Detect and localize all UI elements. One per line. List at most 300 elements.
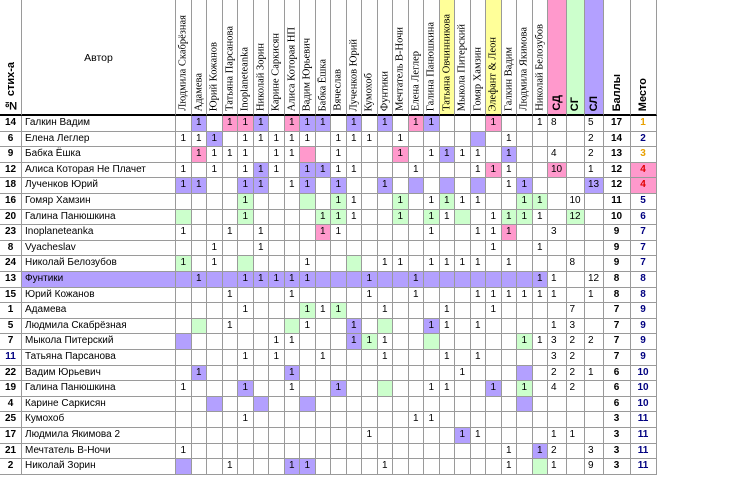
row-sg: 10	[567, 194, 586, 210]
row-sl	[585, 241, 604, 257]
vote-cell	[362, 381, 378, 397]
vote-cell: 1	[316, 116, 332, 132]
vote-cell	[347, 381, 363, 397]
vote-cell	[517, 444, 533, 460]
vote-cell: 1	[362, 288, 378, 304]
vote-cell: 1	[331, 163, 347, 179]
vote-cell: 1	[362, 334, 378, 350]
row-author: Мыкола Питерский	[22, 334, 176, 350]
vote-cell	[331, 256, 347, 272]
vote-cell	[471, 334, 487, 350]
vote-cell: 1	[502, 444, 518, 460]
vote-cell	[502, 334, 518, 350]
vote-cell: 1	[316, 350, 332, 366]
vote-cell: 1	[533, 444, 549, 460]
vote-cell: 1	[331, 132, 347, 148]
vote-cell: 1	[176, 163, 192, 179]
vote-cell	[393, 272, 409, 288]
vote-cell	[517, 272, 533, 288]
vote-cell	[378, 288, 394, 304]
vote-cell: 1	[424, 412, 440, 428]
vote-cell	[285, 428, 301, 444]
header-voter-label: Николай Зорин	[255, 42, 267, 111]
vote-cell	[300, 334, 316, 350]
vote-cell	[393, 381, 409, 397]
vote-cell	[440, 116, 456, 132]
row-sd	[548, 256, 567, 272]
vote-cell: 1	[223, 147, 239, 163]
vote-cell: 1	[285, 459, 301, 475]
vote-cell	[486, 256, 502, 272]
vote-cell	[424, 428, 440, 444]
vote-cell	[533, 303, 549, 319]
row-place: 11	[631, 444, 657, 460]
vote-cell	[378, 225, 394, 241]
vote-cell	[347, 147, 363, 163]
vote-cell	[347, 303, 363, 319]
vote-cell	[471, 444, 487, 460]
row-num: 24	[0, 256, 22, 272]
vote-cell	[362, 178, 378, 194]
vote-cell: 1	[331, 147, 347, 163]
vote-cell	[331, 366, 347, 382]
vote-cell: 1	[471, 225, 487, 241]
row-sg: 2	[567, 334, 586, 350]
vote-cell	[207, 178, 223, 194]
row-place: 8	[631, 272, 657, 288]
vote-cell: 1	[192, 147, 208, 163]
vote-cell: 1	[331, 178, 347, 194]
vote-cell	[533, 147, 549, 163]
vote-cell	[440, 428, 456, 444]
header-voter-label: Галина Панюшкина	[425, 21, 437, 111]
row-num: 7	[0, 334, 22, 350]
vote-cell: 1	[486, 116, 502, 132]
vote-cell: 1	[502, 459, 518, 475]
header-voter-label: Карине Саркисян	[270, 32, 282, 111]
vote-cell	[486, 132, 502, 148]
row-place: 3	[631, 147, 657, 163]
vote-cell: 1	[176, 225, 192, 241]
row-author: Юрий Кожанов	[22, 288, 176, 304]
vote-cell	[424, 334, 440, 350]
vote-cell: 1	[486, 241, 502, 257]
vote-cell	[254, 381, 270, 397]
vote-cell	[517, 303, 533, 319]
vote-cell: 1	[486, 303, 502, 319]
vote-cell: 1	[455, 366, 471, 382]
vote-cell	[533, 412, 549, 428]
vote-cell	[517, 319, 533, 335]
vote-cell: 1	[176, 132, 192, 148]
row-sd: 1	[548, 459, 567, 475]
row-author: Бабка Ёшка	[22, 147, 176, 163]
vote-cell	[517, 225, 533, 241]
row-num: 19	[0, 381, 22, 397]
vote-cell	[254, 288, 270, 304]
vote-cell	[502, 241, 518, 257]
vote-cell	[393, 412, 409, 428]
row-place: 7	[631, 256, 657, 272]
vote-cell	[316, 178, 332, 194]
vote-cell	[207, 272, 223, 288]
vote-cell	[455, 459, 471, 475]
row-sg	[567, 132, 586, 148]
vote-cell	[409, 397, 425, 413]
vote-cell: 1	[316, 163, 332, 179]
vote-cell	[533, 256, 549, 272]
vote-cell	[347, 350, 363, 366]
vote-cell	[238, 366, 254, 382]
row-sl: 9	[585, 459, 604, 475]
vote-cell	[223, 334, 239, 350]
vote-cell	[471, 412, 487, 428]
header-voter-label: Николай Белозубов	[534, 24, 546, 111]
vote-cell	[502, 303, 518, 319]
vote-cell	[223, 412, 239, 428]
vote-cell	[347, 288, 363, 304]
vote-cell	[331, 334, 347, 350]
vote-cell	[409, 147, 425, 163]
row-sg: 2	[567, 366, 586, 382]
vote-cell	[316, 459, 332, 475]
vote-cell	[223, 194, 239, 210]
vote-cell: 1	[517, 210, 533, 226]
header-author	[22, 0, 176, 116]
vote-cell: 1	[331, 210, 347, 226]
vote-cell: 1	[393, 147, 409, 163]
row-author: Галкин Вадим	[22, 116, 176, 132]
row-score: 3	[604, 459, 631, 475]
vote-cell: 1	[378, 256, 394, 272]
vote-cell	[362, 163, 378, 179]
row-sg: 8	[567, 256, 586, 272]
header-voter	[409, 0, 425, 116]
vote-cell	[455, 350, 471, 366]
row-sd: 1	[548, 272, 567, 288]
vote-cell: 1	[331, 303, 347, 319]
vote-cell	[316, 194, 332, 210]
vote-cell	[316, 147, 332, 163]
vote-cell	[486, 194, 502, 210]
row-sg	[567, 412, 586, 428]
vote-cell: 1	[486, 210, 502, 226]
vote-cell: 1	[223, 225, 239, 241]
vote-cell	[517, 350, 533, 366]
vote-cell: 1	[409, 288, 425, 304]
vote-cell: 1	[362, 132, 378, 148]
row-author: Вадим Юрьевич	[22, 366, 176, 382]
row-author: Inoplaneteanka	[22, 225, 176, 241]
vote-cell: 1	[440, 147, 456, 163]
row-score: 17	[604, 116, 631, 132]
vote-cell	[269, 303, 285, 319]
vote-cell	[362, 412, 378, 428]
vote-cell: 1	[254, 178, 270, 194]
row-sd	[548, 210, 567, 226]
header-num	[0, 0, 22, 116]
vote-cell	[455, 334, 471, 350]
vote-cell: 1	[455, 428, 471, 444]
row-num: 21	[0, 444, 22, 460]
vote-cell: 1	[192, 178, 208, 194]
vote-cell	[455, 303, 471, 319]
row-author: Татьяна Парсанова	[22, 350, 176, 366]
vote-cell	[378, 272, 394, 288]
vote-cell	[192, 241, 208, 257]
vote-cell	[176, 288, 192, 304]
vote-cell	[471, 241, 487, 257]
vote-cell: 1	[192, 132, 208, 148]
vote-cell: 1	[533, 210, 549, 226]
vote-cell: 1	[285, 147, 301, 163]
header-voter-label: Вадим Юрьевич	[301, 37, 313, 111]
vote-cell: 1	[486, 381, 502, 397]
vote-cell	[471, 303, 487, 319]
row-sl	[585, 256, 604, 272]
vote-cell	[533, 366, 549, 382]
vote-cell: 1	[502, 147, 518, 163]
vote-cell	[378, 444, 394, 460]
vote-cell	[424, 178, 440, 194]
vote-cell	[238, 225, 254, 241]
vote-cell: 1	[440, 256, 456, 272]
header-voter	[269, 0, 285, 116]
vote-cell: 1	[502, 225, 518, 241]
header-voter-label: Алиса Которая НП	[286, 26, 298, 111]
row-author: Карине Саркисян	[22, 397, 176, 413]
vote-cell	[331, 241, 347, 257]
row-place: 9	[631, 334, 657, 350]
vote-cell	[238, 241, 254, 257]
vote-cell	[207, 412, 223, 428]
vote-cell: 1	[223, 116, 239, 132]
vote-cell	[486, 334, 502, 350]
vote-cell: 1	[238, 194, 254, 210]
vote-cell	[502, 116, 518, 132]
row-score: 11	[604, 194, 631, 210]
vote-cell	[192, 444, 208, 460]
vote-cell	[455, 210, 471, 226]
vote-cell	[409, 132, 425, 148]
vote-cell	[176, 428, 192, 444]
header-voter	[285, 0, 301, 116]
row-place: 8	[631, 288, 657, 304]
vote-cell	[192, 210, 208, 226]
vote-cell	[455, 444, 471, 460]
header-voter	[223, 0, 239, 116]
vote-cell: 1	[223, 288, 239, 304]
vote-cell	[393, 116, 409, 132]
row-place: 10	[631, 397, 657, 413]
vote-cell	[316, 288, 332, 304]
vote-cell	[502, 381, 518, 397]
vote-cell: 1	[285, 334, 301, 350]
row-sd: 1	[548, 319, 567, 335]
vote-cell	[486, 272, 502, 288]
vote-cell: 1	[486, 225, 502, 241]
vote-cell	[254, 428, 270, 444]
vote-cell: 1	[502, 256, 518, 272]
row-sg	[567, 288, 586, 304]
vote-cell: 1	[254, 241, 270, 257]
vote-cell	[378, 163, 394, 179]
header-voter	[254, 0, 270, 116]
vote-cell: 1	[285, 178, 301, 194]
header-stat-label: СГ	[569, 96, 582, 111]
vote-cell: 1	[409, 116, 425, 132]
vote-cell	[486, 412, 502, 428]
vote-cell	[223, 444, 239, 460]
row-score: 7	[604, 334, 631, 350]
vote-cell	[176, 459, 192, 475]
row-author: Галина Панюшкина	[22, 381, 176, 397]
vote-cell: 1	[285, 272, 301, 288]
vote-cell	[331, 397, 347, 413]
vote-cell	[362, 366, 378, 382]
vote-cell: 1	[533, 116, 549, 132]
row-score: 9	[604, 241, 631, 257]
vote-cell	[207, 459, 223, 475]
vote-cell: 1	[300, 178, 316, 194]
vote-cell	[440, 459, 456, 475]
vote-cell: 1	[238, 163, 254, 179]
row-num: 13	[0, 272, 22, 288]
vote-cell: 1	[378, 334, 394, 350]
vote-cell	[347, 459, 363, 475]
vote-cell: 1	[502, 132, 518, 148]
vote-cell	[486, 444, 502, 460]
vote-cell	[409, 225, 425, 241]
vote-cell: 1	[238, 210, 254, 226]
vote-cell	[486, 319, 502, 335]
vote-cell: 1	[176, 178, 192, 194]
row-place: 9	[631, 319, 657, 335]
vote-cell	[238, 444, 254, 460]
header-place-label: Место	[637, 77, 649, 111]
vote-cell	[347, 178, 363, 194]
vote-cell	[424, 397, 440, 413]
header-voter	[300, 0, 316, 116]
vote-cell: 1	[331, 381, 347, 397]
vote-cell	[440, 178, 456, 194]
vote-cell	[471, 210, 487, 226]
row-score: 9	[604, 256, 631, 272]
vote-cell	[300, 397, 316, 413]
vote-cell: 1	[440, 381, 456, 397]
row-place: 2	[631, 132, 657, 148]
vote-cell	[347, 397, 363, 413]
vote-cell: 1	[502, 288, 518, 304]
vote-cell	[424, 132, 440, 148]
row-sl: 1	[585, 366, 604, 382]
vote-cell	[176, 272, 192, 288]
vote-cell: 1	[517, 381, 533, 397]
vote-cell: 1	[424, 319, 440, 335]
vote-cell	[316, 256, 332, 272]
vote-cell: 1	[300, 256, 316, 272]
vote-cell	[254, 350, 270, 366]
row-author: Фунтики	[22, 272, 176, 288]
row-place: 7	[631, 225, 657, 241]
vote-cell: 1	[440, 303, 456, 319]
vote-cell: 1	[347, 334, 363, 350]
vote-cell: 1	[378, 303, 394, 319]
vote-cell	[471, 116, 487, 132]
vote-cell	[316, 412, 332, 428]
vote-cell	[238, 397, 254, 413]
vote-cell: 1	[502, 210, 518, 226]
vote-cell: 1	[176, 256, 192, 272]
row-score: 6	[604, 397, 631, 413]
vote-cell	[378, 397, 394, 413]
vote-cell: 1	[378, 459, 394, 475]
vote-cell	[424, 272, 440, 288]
row-sg	[567, 147, 586, 163]
vote-cell	[502, 366, 518, 382]
row-sl: 5	[585, 116, 604, 132]
vote-cell	[440, 132, 456, 148]
vote-cell	[424, 303, 440, 319]
vote-cell	[176, 116, 192, 132]
vote-cell	[192, 381, 208, 397]
row-sd	[548, 132, 567, 148]
vote-cell	[331, 272, 347, 288]
vote-cell: 1	[254, 132, 270, 148]
vote-cell	[176, 210, 192, 226]
row-score: 6	[604, 381, 631, 397]
row-sl	[585, 428, 604, 444]
header-voter-label: Фунтики	[379, 70, 391, 111]
row-num: 8	[0, 241, 22, 257]
vote-cell	[362, 444, 378, 460]
vote-cell	[347, 225, 363, 241]
vote-cell	[471, 397, 487, 413]
vote-cell	[331, 116, 347, 132]
row-num: 16	[0, 194, 22, 210]
row-num: 6	[0, 132, 22, 148]
header-voter	[238, 0, 254, 116]
vote-cell	[269, 288, 285, 304]
header-num-label: № стих-а	[4, 61, 17, 111]
row-sd	[548, 412, 567, 428]
row-author: Людмила Якимова 2	[22, 428, 176, 444]
vote-cell	[455, 272, 471, 288]
vote-cell	[378, 132, 394, 148]
vote-cell	[331, 459, 347, 475]
vote-cell: 1	[331, 194, 347, 210]
row-sd: 2	[548, 444, 567, 460]
row-sg: 7	[567, 303, 586, 319]
vote-cell: 1	[347, 319, 363, 335]
vote-cell	[533, 178, 549, 194]
vote-cell	[517, 147, 533, 163]
vote-cell	[192, 303, 208, 319]
vote-cell	[300, 412, 316, 428]
vote-cell	[331, 412, 347, 428]
vote-cell	[207, 428, 223, 444]
vote-cell	[362, 241, 378, 257]
vote-cell: 1	[471, 256, 487, 272]
vote-cell: 1	[285, 288, 301, 304]
vote-cell	[192, 397, 208, 413]
vote-cell	[517, 459, 533, 475]
vote-cell	[254, 147, 270, 163]
vote-cell	[440, 272, 456, 288]
row-sd: 3	[548, 334, 567, 350]
row-place: 9	[631, 350, 657, 366]
vote-cell	[254, 366, 270, 382]
